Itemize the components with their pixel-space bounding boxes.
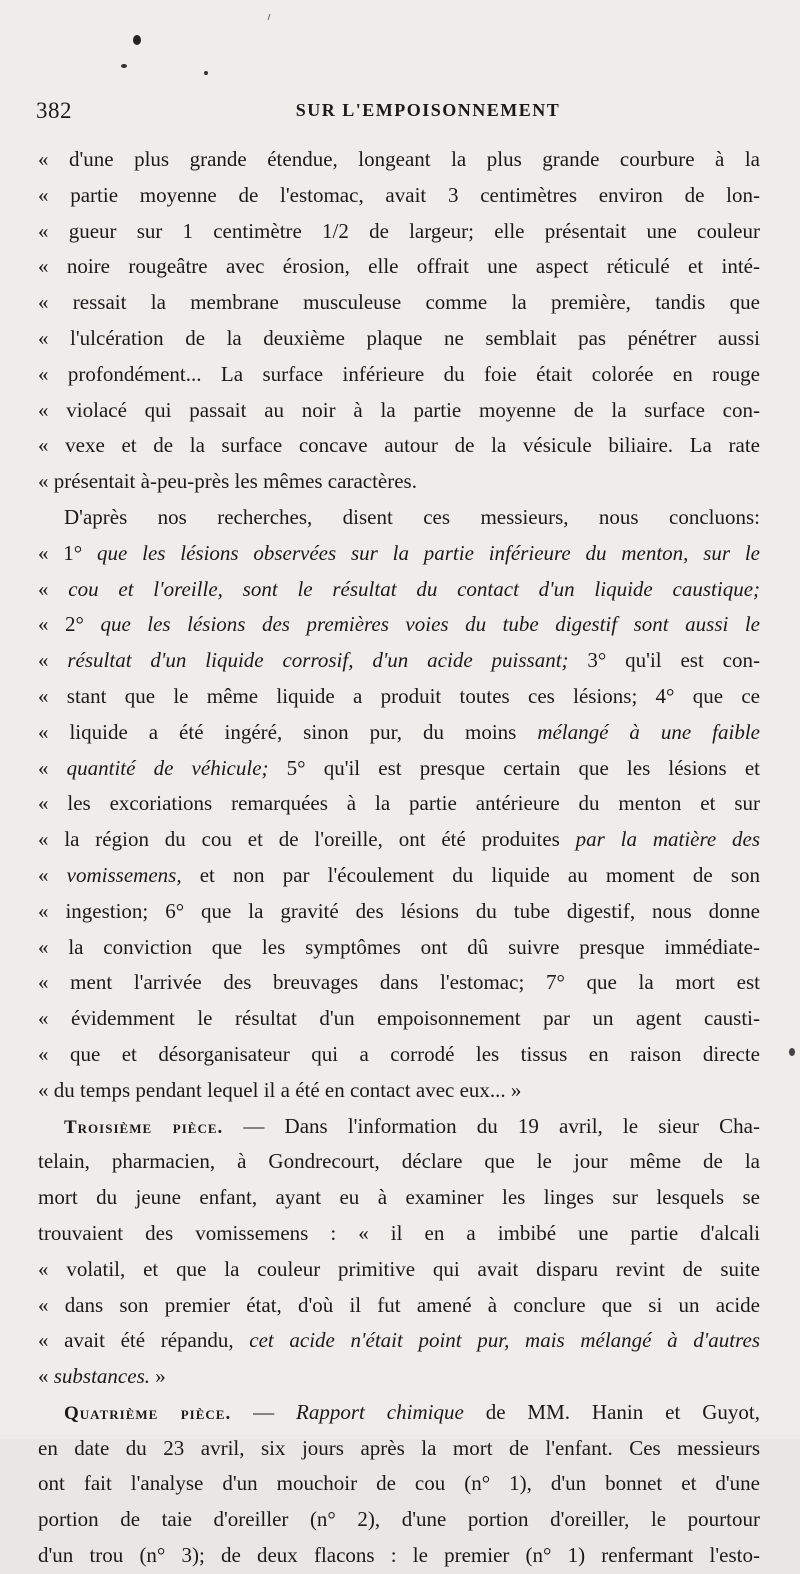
italic-text: par la matière des — [575, 827, 760, 852]
text-line — [38, 1001, 760, 1037]
italic-text: substances. — [53, 1364, 150, 1389]
text-span: « volatil, et que la couleur primitive qui avait disparu revint de suite — [38, 1256, 760, 1281]
text-span: « 2° — [38, 612, 101, 637]
text-span: « violacé qui passait au noir à la partie moyenne de la surface con- — [38, 397, 760, 422]
text-line — [38, 214, 760, 250]
text-span: « partie moyenne de l'estomac, avait 3 centimètres environ de lon- — [38, 182, 760, 207]
italic-text: Rapport chimique — [296, 1399, 464, 1424]
text-span: et non par l'écoulement du liquide au moment de son — [181, 862, 760, 887]
text-span: de MM. Hanin et Guyot, — [463, 1399, 760, 1424]
text-line — [38, 643, 760, 679]
text-line — [38, 1073, 760, 1109]
italic-text: résultat d'un liquide corrosif, d'un acide puissant; — [67, 648, 569, 673]
section-heading: Troisième pièce. — [64, 1116, 224, 1138]
text-span: « — [38, 862, 67, 887]
page-header — [36, 98, 760, 134]
text-span: « que et désorganisateur qui a corrodé les tissus en raison directe — [38, 1041, 760, 1066]
text-line — [38, 965, 760, 1001]
italic-text: que les lésions observées sur la partie inférieure du menton, sur le — [97, 540, 760, 565]
text-span: « dans son premier état, d'où il fut amené à conclure que si un acide — [38, 1292, 760, 1317]
text-line — [38, 178, 760, 214]
text-span: » — [150, 1364, 166, 1389]
text-span: « gueur sur 1 centimètre 1/2 de largeur; elle présentait une couleur — [38, 218, 760, 243]
text-line — [38, 393, 760, 429]
text-line — [38, 930, 760, 966]
text-line — [38, 786, 760, 822]
text-span: D'après nos recherches, disent ces messieurs, nous concluons: — [64, 504, 760, 529]
text-line — [38, 357, 760, 393]
text-span: telain, pharmacien, à Gondrecourt, déclare que le jour même de la — [38, 1149, 760, 1174]
text-span: « vexe et de la surface concave autour de la vésicule biliaire. La rate — [38, 433, 760, 458]
text-line — [38, 500, 760, 536]
text-line — [38, 607, 760, 643]
italic-text: que les lésions des premières voies du tube digestif sont aussi le — [100, 612, 760, 637]
text-line — [38, 1216, 760, 1252]
text-span: « la conviction que les symptômes ont dû suivre presque immédiate- — [38, 934, 760, 959]
text-span: « stant que le même liquide a produit toutes ces lésions; 4° que ce — [38, 683, 760, 708]
text-span: « l'ulcération de la deuxième plaque ne semblait pas pénétrer aussi — [38, 325, 760, 350]
text-line — [38, 142, 760, 178]
text-line — [38, 1288, 760, 1324]
text-span: « 1° — [38, 540, 97, 565]
text-span: « liquide a été ingéré, sinon pur, du moins — [38, 719, 538, 744]
italic-text: mélangé à une faible — [537, 719, 760, 744]
text-span: 5° qu'il est presque certain que les lésions et — [268, 755, 760, 780]
text-span: mort du jeune enfant, ayant eu à examiner les linges sur lesquels se — [38, 1185, 760, 1210]
text-line — [38, 1502, 760, 1538]
text-span: « ment l'arrivée des breuvages dans l'estomac; 7° que la mort est — [38, 970, 760, 995]
text-line — [38, 715, 760, 751]
text-span: 3° qu'il est con- — [568, 648, 760, 673]
text-line — [38, 751, 760, 787]
body-text — [38, 142, 760, 1574]
text-line — [38, 285, 760, 321]
text-span: en date du 23 avril, six jours après la mort de l'enfant. Ces messieurs — [38, 1435, 760, 1460]
text-span: « — [38, 576, 69, 601]
text-line — [38, 679, 760, 715]
text-span: « la région du cou et de l'oreille, ont été produites — [38, 827, 576, 852]
text-line — [38, 1359, 760, 1395]
text-span: portion de taie d'oreiller (n° 2), d'une portion d'oreiller, le pourtour — [38, 1507, 760, 1532]
text-line — [38, 1180, 760, 1216]
text-span: « — [38, 755, 67, 780]
section-heading: Quatrième pièce. — [64, 1402, 232, 1424]
page-number: 382 — [36, 98, 72, 123]
text-span: « noire rougeâtre avec érosion, elle offrait une aspect réticulé et inté- — [38, 254, 760, 279]
text-span: trouvaient des vomissemens : « il en a imbibé une partie d'alcali — [38, 1220, 760, 1245]
text-line — [38, 1037, 760, 1073]
text-line — [38, 1144, 760, 1180]
text-span: « ressait la membrane musculeuse comme la première, tandis que — [38, 290, 760, 315]
text-line — [38, 1252, 760, 1288]
italic-text: vomissemens, — [66, 862, 182, 887]
text-span: « présentait à-peu-près les mêmes caractères. — [38, 469, 417, 494]
text-span: « — [38, 1364, 54, 1389]
text-span: « évidemment le résultat d'un empoisonnement par un agent causti- — [38, 1006, 760, 1031]
text-line — [38, 822, 760, 858]
text-line — [38, 321, 760, 357]
text-line — [38, 1431, 760, 1467]
running-title: SUR L'EMPOISONNEMENT — [295, 100, 561, 120]
text-line — [38, 1538, 760, 1574]
text-line — [38, 894, 760, 930]
text-span: — Dans l'information du 19 avril, le sieur Cha- — [223, 1113, 760, 1138]
italic-text: cet acide n'était point pur, mais mélangé à d'autres — [249, 1328, 760, 1353]
text-line — [38, 858, 760, 894]
italic-text: cou et l'oreille, sont le résultat du contact d'un liquide caustique; — [68, 576, 760, 601]
text-line — [38, 536, 760, 572]
text-span: « avait été répandu, — [38, 1328, 250, 1353]
text-span: « — [38, 648, 68, 673]
text-line — [38, 1323, 760, 1359]
text-span: d'un trou (n° 3); de deux flacons : le premier (n° 1) renfermant l'esto- — [38, 1543, 760, 1568]
text-span: « ingestion; 6° que la gravité des lésions du tube digestif, nous donne — [38, 898, 760, 923]
text-span: « d'une plus grande étendue, longeant la plus grande courbure à la — [38, 147, 760, 171]
text-line — [38, 572, 760, 608]
text-line — [38, 1395, 760, 1431]
italic-text: quantité de véhicule; — [66, 755, 269, 780]
text-line — [38, 464, 760, 500]
text-line — [38, 1109, 760, 1145]
text-span: « profondément... La surface inférieure du foie était colorée en rouge — [38, 361, 760, 386]
text-line — [38, 428, 760, 464]
text-span: « du temps pendant lequel il a été en contact avec eux... » — [38, 1077, 522, 1102]
text-span: ont fait l'analyse d'un mouchoir de cou (n° 1), d'un bonnet et d'une — [38, 1471, 760, 1496]
text-line — [38, 249, 760, 285]
text-span: « les excoriations remarquées à la partie antérieure du menton et sur — [38, 791, 760, 816]
text-line — [38, 1466, 760, 1502]
text-span: — — [231, 1399, 297, 1424]
